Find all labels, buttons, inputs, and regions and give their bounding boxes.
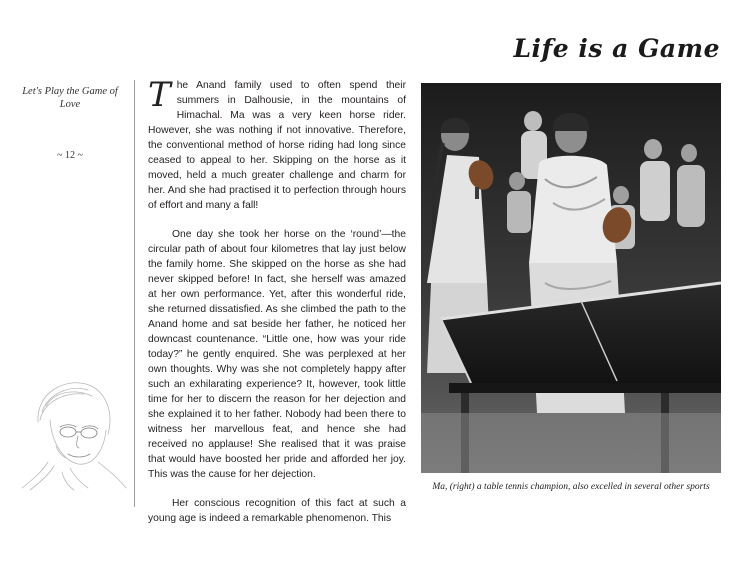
paragraph-1 xyxy=(148,75,406,213)
page-title: Life is a Game xyxy=(513,34,720,63)
portrait-sketch xyxy=(18,372,128,492)
section-title: Let's Play the Game of Love xyxy=(22,86,118,110)
article-body xyxy=(148,75,406,540)
paragraph-2: One day she took her horse on the ‘round’—the circular path of about four kilometres that lay just below the family home. She skipped on the horse as she had never skipped before! In fact, she herself was amazed at her own performance. Yet, after this wonderful ride, she returned dissatisfied. As she climbed the path to the Anand home and sat beside her father, he noticed her downcast countenance. “Little one, how was your ride today?” he gently enquired. She was perplexed at her own thoughts. Why was she not completely happy after such an exhilarating experience? It, however, took little time for her to discern the reason for her dejection and she explained it to her father. Nobody had been there to witness her marvellous feat, and hence she had received no applause! She realised that it was praise that would have boosted her pride and afforded her joy. This was the cause for her dejection. xyxy=(148,229,406,480)
column-divider xyxy=(134,80,135,507)
photo-caption: Ma, (right) a table tennis champion, also excelled in several other sports xyxy=(432,482,710,492)
drop-cap: T xyxy=(148,75,171,115)
paragraph-1-text: he Anand family used to often spend their summers in Dalhousie, in the mountains of Himachal. Ma was a very keen horse rider. However, she was nothing if not innovative. Therefore, the conventional method of horse riding had long since ceased to appeal to her. Skipping on the horse as it moved, held a much greater challenge and charm for her. And she had practised it to perfection through hours of effort and many a fall! xyxy=(148,80,406,211)
paragraph-3: Her conscious recognition of this fact at such a young age is indeed a remarkable phenomenon. This xyxy=(148,498,406,524)
page-number: ~ 12 ~ xyxy=(57,150,83,161)
photo-table-tennis xyxy=(421,83,721,473)
